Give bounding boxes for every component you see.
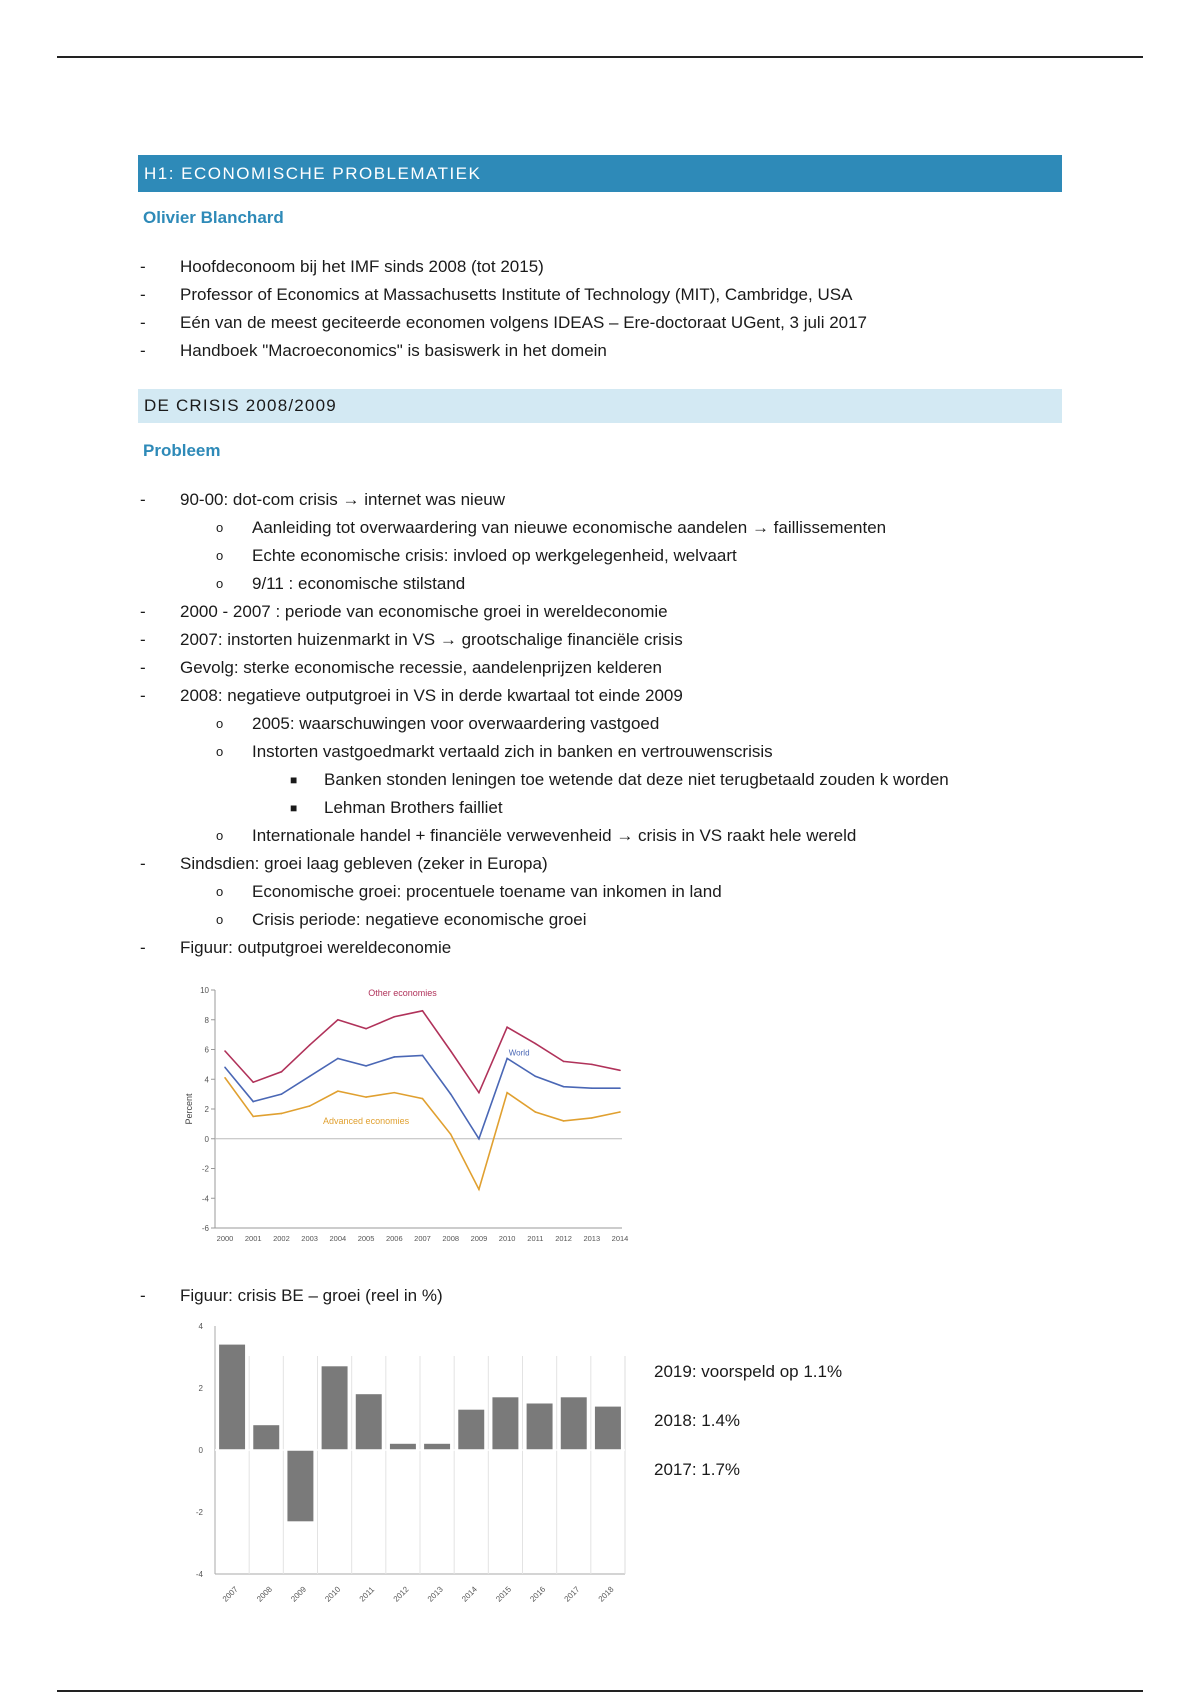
bullet: ■ [290, 801, 298, 815]
data-point [563, 1086, 565, 1088]
bullet: o [216, 520, 224, 535]
list-item: - Hoofdeconoom bij het IMF sinds 2008 (tot 2015) [140, 257, 544, 276]
data-point [535, 1075, 537, 1077]
x-tick-label: 2018 [596, 1584, 616, 1604]
data-point [506, 1092, 508, 1094]
y-tick-label: -6 [201, 1224, 209, 1233]
data-point [337, 1058, 339, 1060]
list-item-text: Lehman Brothers failliet [324, 798, 503, 817]
bullet: ■ [290, 773, 298, 787]
data-point [478, 1189, 480, 1191]
x-tick-label: 2002 [273, 1234, 290, 1243]
list-item-text: 90-00: dot-com crisis → internet was nieuw [180, 490, 506, 509]
data-point [563, 1061, 565, 1063]
bar [527, 1404, 553, 1451]
data-point [281, 1093, 283, 1095]
list-item: - Handboek "Macroeconomics" is basiswerk in het domein [140, 341, 607, 360]
list-item [140, 570, 949, 598]
data-point [224, 1077, 226, 1079]
list-item-text: Internationale handel + financiële verwevenheid → crisis in VS raakt hele wereld [252, 826, 857, 845]
data-point [281, 1071, 283, 1073]
y-tick-label: 0 [198, 1446, 203, 1455]
list-item [140, 682, 949, 710]
data-point [224, 1067, 226, 1069]
bullet: - [140, 490, 146, 509]
x-tick-label: 2000 [216, 1234, 234, 1243]
bullet: o [216, 828, 224, 843]
chapter-heading: H1: ECONOMISCHE PROBLEMATIEK [138, 155, 1062, 192]
y-tick-label: 10 [200, 986, 209, 995]
list-item [140, 794, 949, 822]
y-tick-label: 2 [198, 1384, 203, 1393]
data-point [619, 1070, 621, 1072]
y-axis-label: Percent [184, 1093, 194, 1125]
problem-list [140, 486, 949, 962]
data-point [365, 1065, 367, 1067]
x-tick-label: 2006 [385, 1234, 403, 1243]
belgium-growth-chart [180, 1316, 630, 1616]
y-tick-label: 8 [204, 1015, 209, 1025]
data-point [422, 1010, 424, 1012]
list-item [140, 598, 949, 626]
x-tick-label: 2008 [255, 1584, 274, 1604]
list-item: - Professor of Economics at Massachusetts Institute of Technology (MIT), Cambridge, USA [140, 285, 853, 304]
list-item [140, 626, 949, 654]
data-point [450, 1133, 452, 1135]
figure2-caption: Figuur: crisis BE – groei (reel in %) [180, 1286, 443, 1305]
list-item [140, 934, 949, 962]
data-point [535, 1111, 537, 1113]
x-tick-label: 2010 [498, 1234, 516, 1243]
y-tick-label: -2 [201, 1164, 209, 1174]
bullet: o [216, 548, 224, 563]
list-item-text: 9/11 : economische stilstand [252, 574, 466, 593]
note-2018: 2018: 1.4% [654, 1411, 741, 1430]
list-item-text: 2000 - 2007 : periode van economische groei in wereldeconomie [180, 602, 668, 621]
list-item [140, 878, 949, 906]
list-item: - Eén van de meest geciteerde economen volgens IDEAS – Ere-doctoraat UGent, 3 juli 2017 [140, 313, 868, 332]
bullet: - [140, 658, 146, 677]
x-tick-label: 2017 [562, 1584, 582, 1604]
data-point [365, 1028, 367, 1030]
data-point [393, 1092, 395, 1094]
list-item-text: Banken stonden leningen toe wetende dat deze niet terugbetaald zouden k worden [324, 770, 949, 789]
bottom-rule [57, 1690, 1143, 1692]
note-2017: 2017: 1.7% [654, 1460, 741, 1479]
bullet: o [216, 716, 224, 731]
data-point [535, 1043, 537, 1045]
bar [356, 1394, 382, 1450]
top-rule [57, 56, 1143, 58]
data-point [337, 1019, 339, 1021]
bullet: - [140, 938, 146, 957]
x-tick-label: 2013 [425, 1584, 445, 1604]
x-tick-label: 2005 [357, 1234, 375, 1243]
list-item-text: Crisis periode: negatieve economische groei [252, 910, 587, 929]
bio-list [140, 253, 867, 365]
x-tick-label: 2007 [414, 1234, 431, 1243]
data-point [365, 1096, 367, 1098]
data-point [478, 1092, 480, 1094]
y-tick-label: 0 [204, 1134, 209, 1144]
data-point [252, 1101, 254, 1103]
x-tick-label: 2015 [494, 1584, 514, 1604]
data-point [281, 1113, 283, 1115]
x-tick-label: 2001 [244, 1234, 262, 1243]
bar [424, 1444, 450, 1450]
list-item [140, 542, 949, 570]
data-point [337, 1090, 339, 1092]
bar [390, 1444, 416, 1450]
list-item-text: Sindsdien: groei laag gebleven (zeker in Europa) [180, 854, 548, 873]
bar [322, 1366, 348, 1450]
list-item-text: Gevolg: sterke economische recessie, aandelenprijzen kelderen [180, 658, 662, 677]
data-point [619, 1111, 621, 1113]
data-point [393, 1056, 395, 1058]
x-tick-label: 2004 [329, 1234, 347, 1243]
x-tick-label: 2007 [220, 1584, 240, 1604]
x-tick-label: 2013 [583, 1234, 601, 1243]
data-point [422, 1098, 424, 1100]
series-line [225, 1011, 620, 1093]
bar [492, 1397, 518, 1450]
y-tick-label: 2 [204, 1105, 209, 1114]
legend-world: World [508, 1048, 530, 1058]
list-item-text: 2008: negatieve outputgroei in VS in derde kwartaal tot einde 2009 [180, 686, 683, 705]
bullet: - [140, 630, 146, 649]
list-item [140, 710, 949, 738]
x-tick-label: 2003 [301, 1234, 318, 1243]
list-item-text: Figuur: outputgroei wereldeconomie [180, 938, 452, 957]
data-point [506, 1026, 508, 1028]
data-point [591, 1087, 593, 1089]
section-heading: DE CRISIS 2008/2009 [138, 389, 1062, 423]
subheading-probleem: Probleem [143, 441, 221, 460]
data-point [591, 1064, 593, 1066]
x-tick-label: 2011 [527, 1234, 544, 1243]
list-item [140, 738, 949, 766]
data-point [309, 1075, 311, 1077]
bullet: o [216, 884, 224, 899]
x-tick-label: 2009 [470, 1234, 488, 1243]
list-item-text: Instorten vastgoedmarkt vertaald zich in banken en vertrouwenscrisis [252, 742, 773, 761]
data-point [478, 1138, 480, 1140]
bullet: - [140, 686, 146, 705]
bullet: - [140, 602, 146, 621]
data-point [619, 1087, 621, 1089]
list-item [140, 850, 949, 878]
data-point [252, 1116, 254, 1118]
data-point [224, 1050, 226, 1052]
legend-advanced-economies: Advanced economies [323, 1115, 410, 1126]
world-output-growth-chart [180, 978, 640, 1248]
bullet: o [216, 912, 224, 927]
data-point [563, 1120, 565, 1122]
bar [287, 1450, 313, 1521]
x-tick-label: 2014 [460, 1584, 479, 1604]
y-tick-label: 4 [204, 1075, 209, 1085]
y-tick-label: 6 [204, 1045, 209, 1055]
bullet: - [140, 854, 146, 873]
data-point [309, 1105, 311, 1107]
data-point [309, 1044, 311, 1046]
figure2-caption-row [140, 1282, 443, 1310]
data-point [450, 1093, 452, 1095]
list-item [140, 486, 949, 514]
bar [253, 1425, 279, 1450]
x-tick-label: 2012 [555, 1234, 572, 1243]
x-tick-label: 2012 [391, 1584, 411, 1604]
x-tick-label: 2010 [323, 1584, 343, 1604]
list-item-text: 2005: waarschuwingen voor overwaardering vastgoed [252, 714, 660, 733]
list-item-text: Aanleiding tot overwaardering van nieuwe economische aandelen → faillissementen [252, 518, 887, 537]
y-tick-label: -4 [201, 1194, 209, 1204]
list-item-text: Economische groei: procentuele toename van inkomen in land [252, 882, 722, 901]
list-item-text: Echte economische crisis: invloed op werkgelegenheid, welvaart [252, 546, 737, 565]
list-item [140, 654, 949, 682]
subheading-blanchard: Olivier Blanchard [143, 208, 284, 227]
data-point [506, 1058, 508, 1060]
x-tick-label: 2011 [357, 1584, 377, 1604]
y-tick-label: 4 [198, 1322, 203, 1331]
bar [219, 1345, 245, 1450]
bar [595, 1407, 621, 1450]
data-point [393, 1016, 395, 1018]
note-2019: 2019: voorspeld op 1.1% [654, 1362, 843, 1381]
x-tick-label: 2009 [289, 1584, 309, 1604]
dash-bullet: - [140, 1286, 146, 1305]
y-tick-label: -4 [195, 1570, 203, 1579]
data-point [422, 1055, 424, 1057]
x-tick-label: 2014 [611, 1234, 629, 1243]
data-point [252, 1081, 254, 1083]
bar [458, 1410, 484, 1450]
bullet: o [216, 744, 224, 759]
series-line [225, 1055, 620, 1138]
legend-other-economies: Other economies [368, 987, 437, 998]
x-tick-label: 2008 [442, 1234, 460, 1243]
data-point [450, 1050, 452, 1052]
bar [561, 1397, 587, 1450]
series-line [225, 1078, 620, 1190]
x-tick-label: 2016 [528, 1584, 548, 1604]
bullet: o [216, 576, 224, 591]
list-item [140, 906, 949, 934]
y-tick-label: -2 [195, 1508, 203, 1517]
data-point [591, 1117, 593, 1119]
list-item [140, 822, 949, 850]
list-item-text: 2007: instorten huizenmarkt in VS → grootschalige financiële crisis [180, 630, 683, 649]
list-item [140, 514, 949, 542]
list-item [140, 766, 949, 794]
